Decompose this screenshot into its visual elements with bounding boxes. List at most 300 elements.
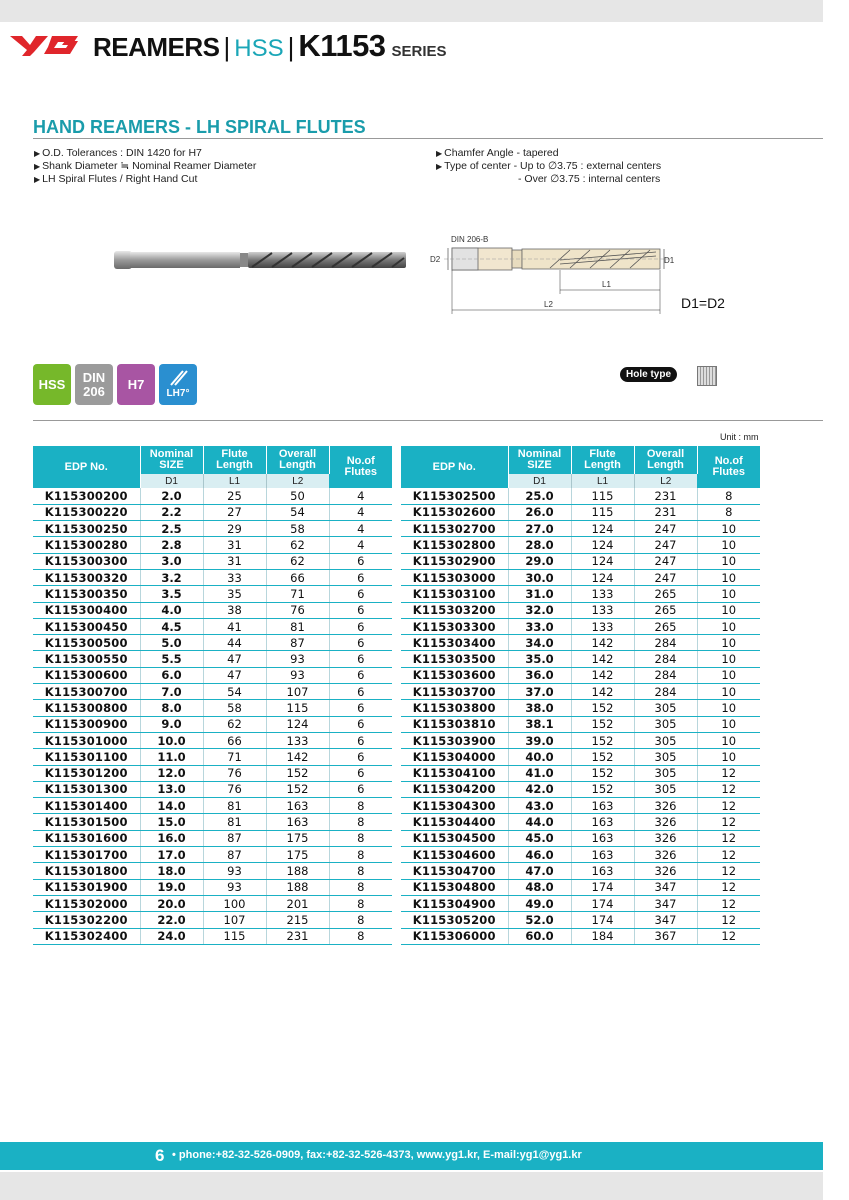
overall-length-cell: 284 xyxy=(634,684,697,700)
table-row xyxy=(401,684,760,700)
table-row xyxy=(401,537,760,553)
section-divider xyxy=(33,138,823,139)
flute-length-cell: 87 xyxy=(203,830,266,846)
flute-count-cell: 10 xyxy=(697,700,760,716)
flute-count-cell: 10 xyxy=(697,602,760,618)
edp-cell: K115300200 xyxy=(33,488,140,504)
col-header-edp: EDP No. xyxy=(401,446,508,488)
nominal-size-cell: 39.0 xyxy=(508,732,571,748)
flute-count-cell: 8 xyxy=(329,814,392,830)
overall-length-cell: 50 xyxy=(266,488,329,504)
edp-cell: K115302800 xyxy=(401,537,508,553)
header-category: REAMERS xyxy=(93,32,220,62)
nominal-size-cell: 32.0 xyxy=(508,602,571,618)
nominal-size-cell: 6.0 xyxy=(140,667,203,683)
flute-length-cell: 31 xyxy=(203,537,266,553)
flute-count-cell: 12 xyxy=(697,879,760,895)
flute-count-cell: 12 xyxy=(697,814,760,830)
nominal-size-cell: 25.0 xyxy=(508,488,571,504)
edp-cell: K115300250 xyxy=(33,521,140,537)
overall-length-cell: 107 xyxy=(266,684,329,700)
flute-length-cell: 25 xyxy=(203,488,266,504)
col-sub-l1: L1 xyxy=(203,474,266,488)
edp-cell: K115304600 xyxy=(401,847,508,863)
nominal-size-cell: 22.0 xyxy=(140,912,203,928)
flute-count-cell: 10 xyxy=(697,618,760,634)
nominal-size-cell: 3.2 xyxy=(140,569,203,585)
table-row xyxy=(33,488,392,504)
table-row xyxy=(33,781,392,797)
flute-count-cell: 6 xyxy=(329,700,392,716)
flute-count-cell: 10 xyxy=(697,684,760,700)
nominal-size-cell: 37.0 xyxy=(508,684,571,700)
nominal-size-cell: 27.0 xyxy=(508,521,571,537)
nominal-size-cell: 5.5 xyxy=(140,651,203,667)
flute-count-cell: 8 xyxy=(329,798,392,814)
overall-length-cell: 305 xyxy=(634,765,697,781)
col-sub-d1: D1 xyxy=(140,474,203,488)
edp-cell: K115304200 xyxy=(401,781,508,797)
footer-bar xyxy=(0,1142,823,1170)
edp-cell: K115300300 xyxy=(33,553,140,569)
flute-length-cell: 27 xyxy=(203,504,266,520)
drawing-d1-label: D1 xyxy=(664,256,675,265)
nominal-size-cell: 15.0 xyxy=(140,814,203,830)
overall-length-cell: 133 xyxy=(266,732,329,748)
flute-length-cell: 133 xyxy=(571,586,634,602)
overall-length-cell: 163 xyxy=(266,798,329,814)
flute-count-cell: 8 xyxy=(329,879,392,895)
flute-count-cell: 6 xyxy=(329,635,392,651)
flute-length-cell: 93 xyxy=(203,879,266,895)
flute-length-cell: 142 xyxy=(571,651,634,667)
table-row xyxy=(33,553,392,569)
flute-length-cell: 33 xyxy=(203,569,266,585)
table-row xyxy=(401,521,760,537)
nominal-size-cell: 49.0 xyxy=(508,895,571,911)
overall-length-cell: 231 xyxy=(634,504,697,520)
flute-count-cell: 12 xyxy=(697,798,760,814)
edp-cell: K115303810 xyxy=(401,716,508,732)
edp-cell: K115302200 xyxy=(33,912,140,928)
col-sub-l2: L2 xyxy=(266,474,329,488)
nominal-size-cell: 2.0 xyxy=(140,488,203,504)
flute-length-cell: 163 xyxy=(571,814,634,830)
flute-length-cell: 47 xyxy=(203,667,266,683)
table-row xyxy=(401,830,760,846)
edp-cell: K115302900 xyxy=(401,553,508,569)
edp-cell: K115304300 xyxy=(401,798,508,814)
header-material: HSS xyxy=(234,35,284,62)
table-row xyxy=(33,504,392,520)
flute-count-cell: 6 xyxy=(329,765,392,781)
table-row xyxy=(33,765,392,781)
edp-cell: K115304500 xyxy=(401,830,508,846)
h7-badge: H7 xyxy=(117,364,155,405)
note-item: ▶ O.D. Tolerances : DIN 1420 for H7 xyxy=(34,147,202,159)
note-item: ▶ Type of center - Up to ∅3.75 : external centers xyxy=(436,160,662,172)
flute-count-cell: 12 xyxy=(697,830,760,846)
overall-length-cell: 305 xyxy=(634,700,697,716)
table-row xyxy=(33,716,392,732)
right-margin xyxy=(823,0,849,1200)
edp-cell: K115300320 xyxy=(33,569,140,585)
flute-count-cell: 6 xyxy=(329,684,392,700)
edp-cell: K115305200 xyxy=(401,912,508,928)
flute-length-cell: 29 xyxy=(203,521,266,537)
note-item: ▶ Shank Diameter ≒ Nominal Reamer Diameter xyxy=(34,160,257,172)
nominal-size-cell: 48.0 xyxy=(508,879,571,895)
table-row xyxy=(401,863,760,879)
overall-length-cell: 188 xyxy=(266,863,329,879)
flute-count-cell: 12 xyxy=(697,765,760,781)
table-row xyxy=(401,928,760,944)
flute-length-cell: 124 xyxy=(571,537,634,553)
edp-cell: K115304000 xyxy=(401,749,508,765)
flute-count-cell: 6 xyxy=(329,749,392,765)
table-row xyxy=(401,879,760,895)
flute-length-cell: 174 xyxy=(571,912,634,928)
edp-cell: K115301300 xyxy=(33,781,140,797)
table-row xyxy=(401,700,760,716)
table-row xyxy=(33,700,392,716)
flute-count-cell: 6 xyxy=(329,553,392,569)
din-badge: DIN 206 xyxy=(75,364,113,405)
overall-length-cell: 163 xyxy=(266,814,329,830)
edp-cell: K115300450 xyxy=(33,618,140,634)
edp-cell: K115303200 xyxy=(401,602,508,618)
through-hole-icon xyxy=(697,366,717,386)
diameter-equation: D1=D2 xyxy=(681,295,725,311)
flute-length-cell: 115 xyxy=(571,504,634,520)
nominal-size-cell: 29.0 xyxy=(508,553,571,569)
overall-length-cell: 93 xyxy=(266,667,329,683)
overall-length-cell: 93 xyxy=(266,651,329,667)
flute-count-cell: 10 xyxy=(697,732,760,748)
table-row xyxy=(401,732,760,748)
edp-cell: K115304900 xyxy=(401,895,508,911)
table-row xyxy=(33,863,392,879)
nominal-size-cell: 40.0 xyxy=(508,749,571,765)
spec-notes-right xyxy=(436,147,661,186)
edp-cell: K115301800 xyxy=(33,863,140,879)
flute-length-cell: 152 xyxy=(571,781,634,797)
edp-cell: K115302500 xyxy=(401,488,508,504)
yg-logo xyxy=(8,32,80,58)
overall-length-cell: 265 xyxy=(634,602,697,618)
col-header-flutes: No.of Flutes xyxy=(697,446,760,488)
table-row xyxy=(401,667,760,683)
note-item: - Over ∅3.75 : internal centers xyxy=(518,173,661,185)
overall-length-cell: 265 xyxy=(634,618,697,634)
table-row xyxy=(33,586,392,602)
flute-length-cell: 100 xyxy=(203,895,266,911)
drawing-l1-label: L1 xyxy=(602,280,611,289)
edp-cell: K115304400 xyxy=(401,814,508,830)
overall-length-cell: 188 xyxy=(266,879,329,895)
spec-notes-left xyxy=(34,147,256,186)
edp-cell: K115302600 xyxy=(401,504,508,520)
flute-count-cell: 12 xyxy=(697,928,760,944)
spec-table-right xyxy=(401,446,760,945)
overall-length-cell: 326 xyxy=(634,814,697,830)
flute-count-cell: 10 xyxy=(697,635,760,651)
overall-length-cell: 231 xyxy=(266,928,329,944)
col-header-nominal: Nominal SIZE xyxy=(140,446,203,474)
edp-cell: K115300350 xyxy=(33,586,140,602)
flute-count-cell: 8 xyxy=(697,504,760,520)
col-header-edp: EDP No. xyxy=(33,446,140,488)
nominal-size-cell: 5.0 xyxy=(140,635,203,651)
overall-length-cell: 284 xyxy=(634,651,697,667)
col-header-flute: Flute Length xyxy=(203,446,266,474)
nominal-size-cell: 19.0 xyxy=(140,879,203,895)
flute-length-cell: 124 xyxy=(571,521,634,537)
nominal-size-cell: 47.0 xyxy=(508,863,571,879)
table-row xyxy=(401,781,760,797)
flute-count-cell: 6 xyxy=(329,716,392,732)
edp-cell: K115301200 xyxy=(33,765,140,781)
table-row xyxy=(33,569,392,585)
flute-count-cell: 8 xyxy=(329,847,392,863)
drawing-d2-label: D2 xyxy=(430,255,441,264)
flute-length-cell: 124 xyxy=(571,553,634,569)
nominal-size-cell: 13.0 xyxy=(140,781,203,797)
overall-length-cell: 347 xyxy=(634,895,697,911)
table-row xyxy=(33,684,392,700)
nominal-size-cell: 46.0 xyxy=(508,847,571,863)
table-row xyxy=(401,765,760,781)
flute-length-cell: 142 xyxy=(571,635,634,651)
flute-length-cell: 152 xyxy=(571,749,634,765)
table-row xyxy=(33,732,392,748)
flute-count-cell: 6 xyxy=(329,781,392,797)
nominal-size-cell: 36.0 xyxy=(508,667,571,683)
flute-length-cell: 66 xyxy=(203,732,266,748)
flute-count-cell: 10 xyxy=(697,586,760,602)
overall-length-cell: 231 xyxy=(634,488,697,504)
flute-count-cell: 10 xyxy=(697,537,760,553)
flute-length-cell: 124 xyxy=(571,569,634,585)
spiral-icon xyxy=(167,369,189,387)
overall-length-cell: 81 xyxy=(266,618,329,634)
flute-length-cell: 115 xyxy=(571,488,634,504)
table-row xyxy=(401,798,760,814)
flute-count-cell: 8 xyxy=(329,912,392,928)
nominal-size-cell: 14.0 xyxy=(140,798,203,814)
flute-length-cell: 58 xyxy=(203,700,266,716)
nominal-size-cell: 34.0 xyxy=(508,635,571,651)
edp-cell: K115303300 xyxy=(401,618,508,634)
col-sub-d1: D1 xyxy=(508,474,571,488)
overall-length-cell: 152 xyxy=(266,781,329,797)
table-row xyxy=(401,569,760,585)
table-row xyxy=(401,912,760,928)
overall-length-cell: 347 xyxy=(634,912,697,928)
col-header-flute: Flute Length xyxy=(571,446,634,474)
flute-length-cell: 44 xyxy=(203,635,266,651)
flute-count-cell: 4 xyxy=(329,521,392,537)
flute-length-cell: 142 xyxy=(571,684,634,700)
edp-cell: K115302700 xyxy=(401,521,508,537)
flute-count-cell: 6 xyxy=(329,618,392,634)
overall-length-cell: 71 xyxy=(266,586,329,602)
nominal-size-cell: 24.0 xyxy=(140,928,203,944)
overall-length-cell: 247 xyxy=(634,569,697,585)
edp-cell: K115300800 xyxy=(33,700,140,716)
table-row xyxy=(33,798,392,814)
edp-cell: K115300600 xyxy=(33,667,140,683)
overall-length-cell: 284 xyxy=(634,635,697,651)
flute-length-cell: 133 xyxy=(571,618,634,634)
col-header-flutes: No.of Flutes xyxy=(329,446,392,488)
overall-length-cell: 326 xyxy=(634,830,697,846)
overall-length-cell: 284 xyxy=(634,667,697,683)
table-row xyxy=(401,847,760,863)
overall-length-cell: 326 xyxy=(634,863,697,879)
table-row xyxy=(401,651,760,667)
flute-count-cell: 12 xyxy=(697,895,760,911)
hss-badge: HSS xyxy=(33,364,71,405)
nominal-size-cell: 45.0 xyxy=(508,830,571,846)
table-row xyxy=(33,602,392,618)
nominal-size-cell: 20.0 xyxy=(140,895,203,911)
overall-length-cell: 305 xyxy=(634,749,697,765)
edp-cell: K115302400 xyxy=(33,928,140,944)
edp-cell: K115303000 xyxy=(401,569,508,585)
flute-length-cell: 152 xyxy=(571,716,634,732)
flute-count-cell: 8 xyxy=(329,928,392,944)
edp-cell: K115300550 xyxy=(33,651,140,667)
flute-length-cell: 163 xyxy=(571,847,634,863)
edp-cell: K115302000 xyxy=(33,895,140,911)
table-row xyxy=(401,488,760,504)
flute-length-cell: 38 xyxy=(203,602,266,618)
nominal-size-cell: 60.0 xyxy=(508,928,571,944)
contact-info: • phone:+82-32-526-0909, fax:+82-32-526-4373, www.yg1.kr, E-mail:yg1@yg1.kr xyxy=(172,1149,582,1161)
table-row xyxy=(401,749,760,765)
flute-length-cell: 174 xyxy=(571,895,634,911)
table-row xyxy=(33,537,392,553)
table-row xyxy=(33,830,392,846)
flute-count-cell: 10 xyxy=(697,553,760,569)
flute-length-cell: 152 xyxy=(571,700,634,716)
flute-length-cell: 163 xyxy=(571,863,634,879)
overall-length-cell: 142 xyxy=(266,749,329,765)
flute-count-cell: 10 xyxy=(697,716,760,732)
drawing-din-label: DIN 206-B xyxy=(451,235,489,244)
nominal-size-cell: 43.0 xyxy=(508,798,571,814)
edp-cell: K115303900 xyxy=(401,732,508,748)
flute-length-cell: 71 xyxy=(203,749,266,765)
table-row xyxy=(33,635,392,651)
header-separator: | xyxy=(287,32,295,62)
flute-count-cell: 12 xyxy=(697,847,760,863)
nominal-size-cell: 16.0 xyxy=(140,830,203,846)
table-row xyxy=(33,749,392,765)
nominal-size-cell: 11.0 xyxy=(140,749,203,765)
table-row xyxy=(401,586,760,602)
flute-length-cell: 152 xyxy=(571,732,634,748)
edp-cell: K115303100 xyxy=(401,586,508,602)
nominal-size-cell: 44.0 xyxy=(508,814,571,830)
flute-length-cell: 163 xyxy=(571,830,634,846)
overall-length-cell: 175 xyxy=(266,847,329,863)
table-row xyxy=(401,504,760,520)
nominal-size-cell: 3.0 xyxy=(140,553,203,569)
overall-length-cell: 347 xyxy=(634,879,697,895)
edp-cell: K115300220 xyxy=(33,504,140,520)
flute-length-cell: 81 xyxy=(203,798,266,814)
overall-length-cell: 367 xyxy=(634,928,697,944)
nominal-size-cell: 42.0 xyxy=(508,781,571,797)
flute-count-cell: 10 xyxy=(697,667,760,683)
page-number: 6 xyxy=(155,1146,165,1165)
table-row xyxy=(33,814,392,830)
table-row xyxy=(33,521,392,537)
flute-length-cell: 174 xyxy=(571,879,634,895)
table-row xyxy=(33,651,392,667)
nominal-size-cell: 18.0 xyxy=(140,863,203,879)
flute-length-cell: 41 xyxy=(203,618,266,634)
nominal-size-cell: 7.0 xyxy=(140,684,203,700)
flute-length-cell: 54 xyxy=(203,684,266,700)
spec-table-left xyxy=(33,446,392,945)
overall-length-cell: 76 xyxy=(266,602,329,618)
flute-length-cell: 81 xyxy=(203,814,266,830)
overall-length-cell: 124 xyxy=(266,716,329,732)
flute-count-cell: 6 xyxy=(329,667,392,683)
edp-cell: K115303400 xyxy=(401,635,508,651)
col-sub-l2: L2 xyxy=(634,474,697,488)
table-row xyxy=(401,602,760,618)
nominal-size-cell: 52.0 xyxy=(508,912,571,928)
edp-cell: K115301700 xyxy=(33,847,140,863)
bottom-band xyxy=(0,1172,823,1200)
overall-length-cell: 115 xyxy=(266,700,329,716)
nominal-size-cell: 4.5 xyxy=(140,618,203,634)
overall-length-cell: 305 xyxy=(634,716,697,732)
table-divider xyxy=(33,420,823,421)
section-title: HAND REAMERS - LH SPIRAL FLUTES xyxy=(33,117,366,137)
flute-count-cell: 8 xyxy=(329,830,392,846)
nominal-size-cell: 17.0 xyxy=(140,847,203,863)
flute-length-cell: 142 xyxy=(571,667,634,683)
flute-count-cell: 6 xyxy=(329,732,392,748)
col-header-nominal: Nominal SIZE xyxy=(508,446,571,474)
nominal-size-cell: 31.0 xyxy=(508,586,571,602)
drawing-l2-label: L2 xyxy=(544,300,553,309)
note-item: ▶ Chamfer Angle - tapered xyxy=(436,147,559,159)
overall-length-cell: 305 xyxy=(634,732,697,748)
table-row xyxy=(33,928,392,944)
flute-count-cell: 6 xyxy=(329,586,392,602)
edp-cell: K115300280 xyxy=(33,537,140,553)
overall-length-cell: 247 xyxy=(634,537,697,553)
overall-length-cell: 247 xyxy=(634,521,697,537)
flute-count-cell: 4 xyxy=(329,537,392,553)
overall-length-cell: 265 xyxy=(634,586,697,602)
flute-length-cell: 31 xyxy=(203,553,266,569)
flute-length-cell: 35 xyxy=(203,586,266,602)
flute-length-cell: 76 xyxy=(203,765,266,781)
edp-cell: K115303600 xyxy=(401,667,508,683)
feature-badges xyxy=(33,364,197,405)
nominal-size-cell: 12.0 xyxy=(140,765,203,781)
nominal-size-cell: 2.5 xyxy=(140,521,203,537)
flute-count-cell: 10 xyxy=(697,521,760,537)
flute-length-cell: 93 xyxy=(203,863,266,879)
